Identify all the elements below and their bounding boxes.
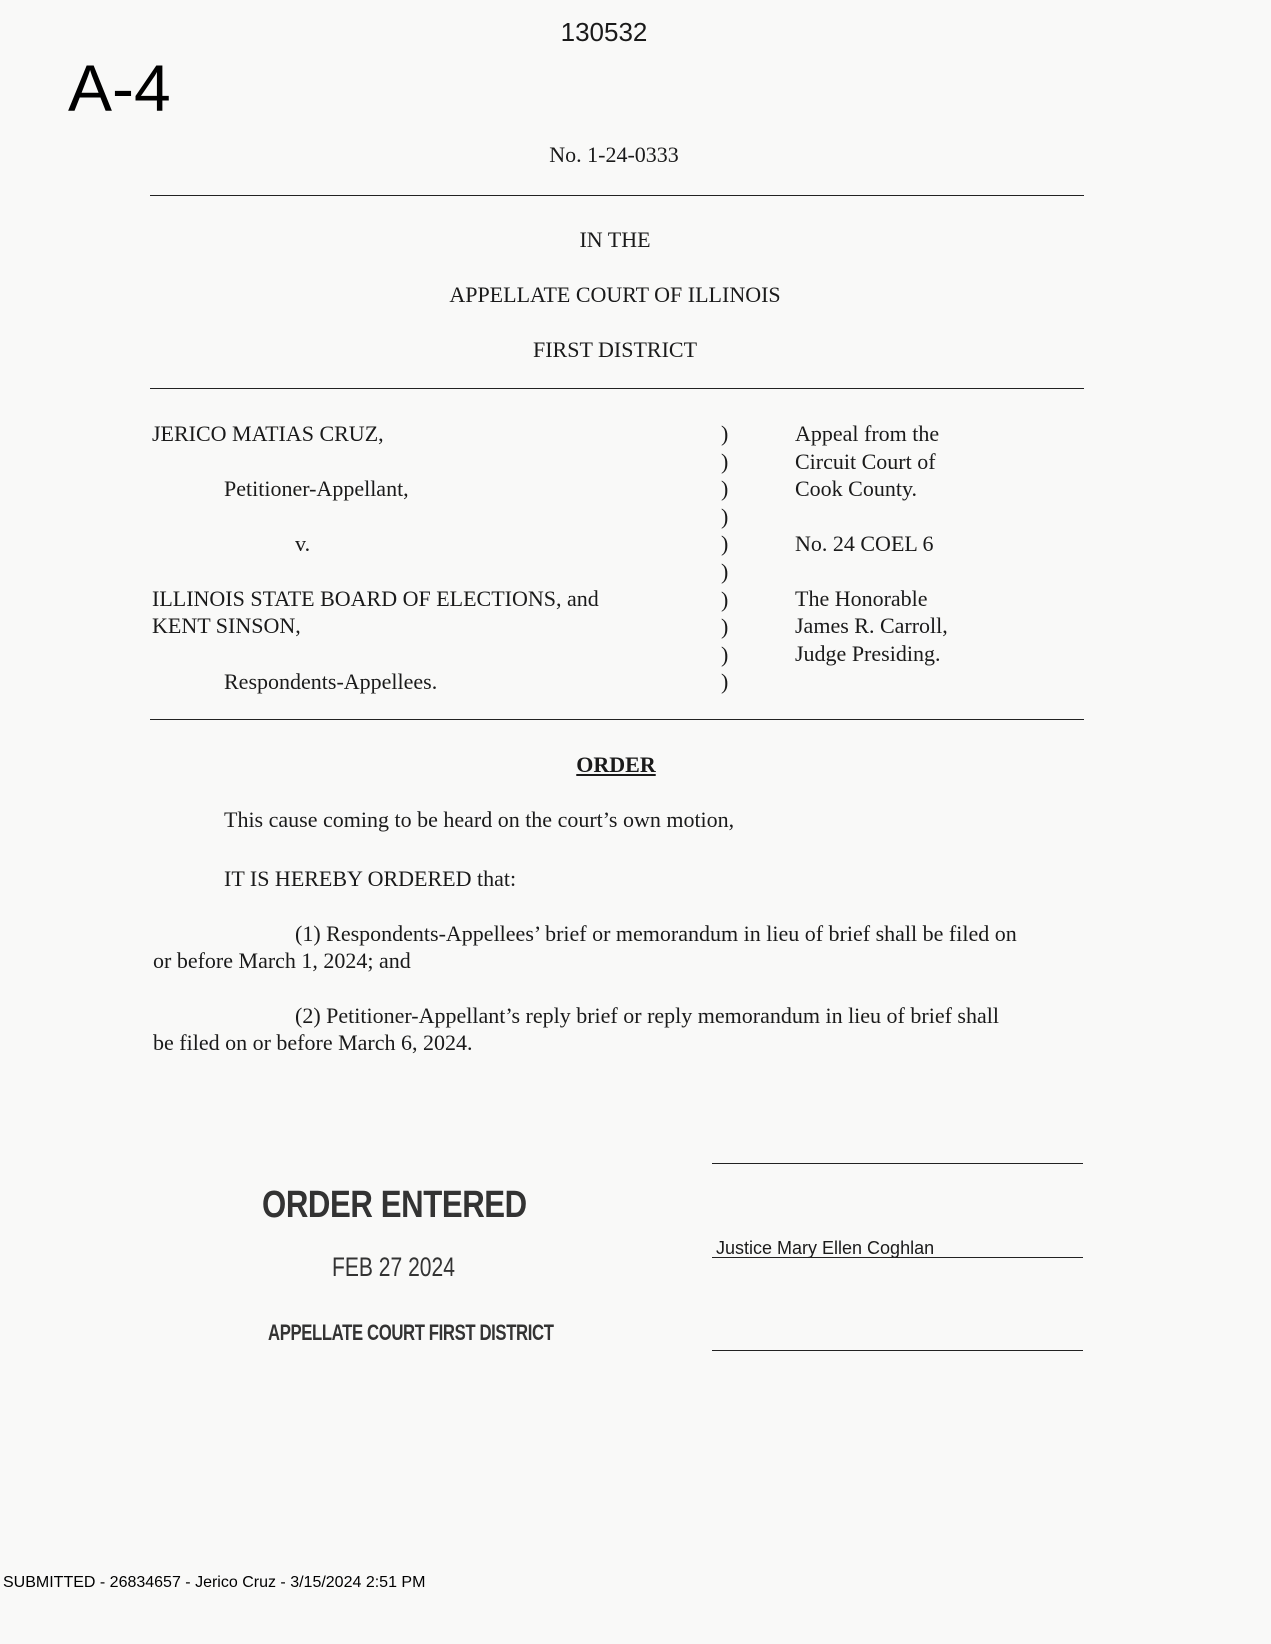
paren: )	[721, 641, 729, 667]
paren: )	[721, 669, 729, 695]
appeal-line-3: Cook County.	[795, 476, 918, 501]
paren: )	[721, 421, 729, 446]
order-item-2-line-1: (2) Petitioner-Appellant’s reply brief or reply memorandum in lieu of brief shall	[295, 1003, 999, 1028]
versus: v.	[295, 531, 311, 556]
order-item-2-line-2: be filed on or before March 6, 2024.	[153, 1030, 473, 1055]
respondents-line-2: KENT SINSON,	[152, 613, 301, 638]
appeal-line-1: Appeal from the	[795, 421, 940, 446]
judge-line-1: The Honorable	[795, 586, 928, 611]
signature-line	[712, 1257, 1083, 1258]
appeal-line-2: Circuit Court of	[795, 449, 936, 474]
divider	[150, 388, 1084, 389]
exhibit-label: A-4	[68, 51, 171, 125]
case-number: No. 1-24-0333	[549, 142, 679, 167]
filing-number: 130532	[560, 17, 648, 47]
order-intro: This cause coming to be heard on the court’s own motion,	[224, 807, 735, 832]
stamp-court: APPELLATE COURT FIRST DISTRICT	[268, 1320, 554, 1345]
signature-line	[712, 1350, 1083, 1351]
divider	[150, 195, 1084, 196]
court-district: FIRST DISTRICT	[532, 337, 698, 362]
petitioner-name: JERICO MATIAS CRUZ,	[152, 421, 384, 446]
submission-footer: SUBMITTED - 26834657 - Jerico Cruz - 3/15/2024 2:51 PM	[3, 1574, 426, 1591]
court-name: APPELLATE COURT OF ILLINOIS	[449, 282, 781, 307]
order-item-1-line-1: (1) Respondents-Appellees’ brief or memorandum in lieu of brief shall be filed on	[295, 921, 1017, 946]
judge-line-3: Judge Presiding.	[795, 641, 941, 666]
petitioner-role: Petitioner-Appellant,	[224, 476, 409, 501]
signature-line	[712, 1163, 1083, 1164]
order-title: ORDER	[576, 752, 656, 777]
caption-parens	[721, 420, 728, 696]
justice-name: Justice Mary Ellen Coghlan	[716, 1238, 935, 1258]
order-ordered: IT IS HEREBY ORDERED that:	[224, 866, 517, 891]
paren: )	[721, 558, 729, 584]
respondent-role: Respondents-Appellees.	[224, 669, 438, 694]
divider	[150, 719, 1084, 720]
stamp-date: FEB 27 2024	[332, 1252, 455, 1282]
order-item-1-line-2: or before March 1, 2024; and	[153, 948, 411, 973]
lower-case-number: No. 24 COEL 6	[795, 531, 934, 556]
paren: )	[721, 503, 729, 529]
stamp-title: ORDER ENTERED	[262, 1184, 527, 1226]
judge-line-2: James R. Carroll,	[795, 613, 948, 638]
paren: )	[721, 531, 729, 557]
court-line-1: IN THE	[579, 227, 651, 252]
respondents-line-1: ILLINOIS STATE BOARD OF ELECTIONS, and	[152, 586, 599, 611]
paren: )	[721, 614, 729, 640]
paren: )	[721, 586, 729, 612]
paren: )	[721, 448, 729, 474]
paren: )	[721, 476, 729, 502]
